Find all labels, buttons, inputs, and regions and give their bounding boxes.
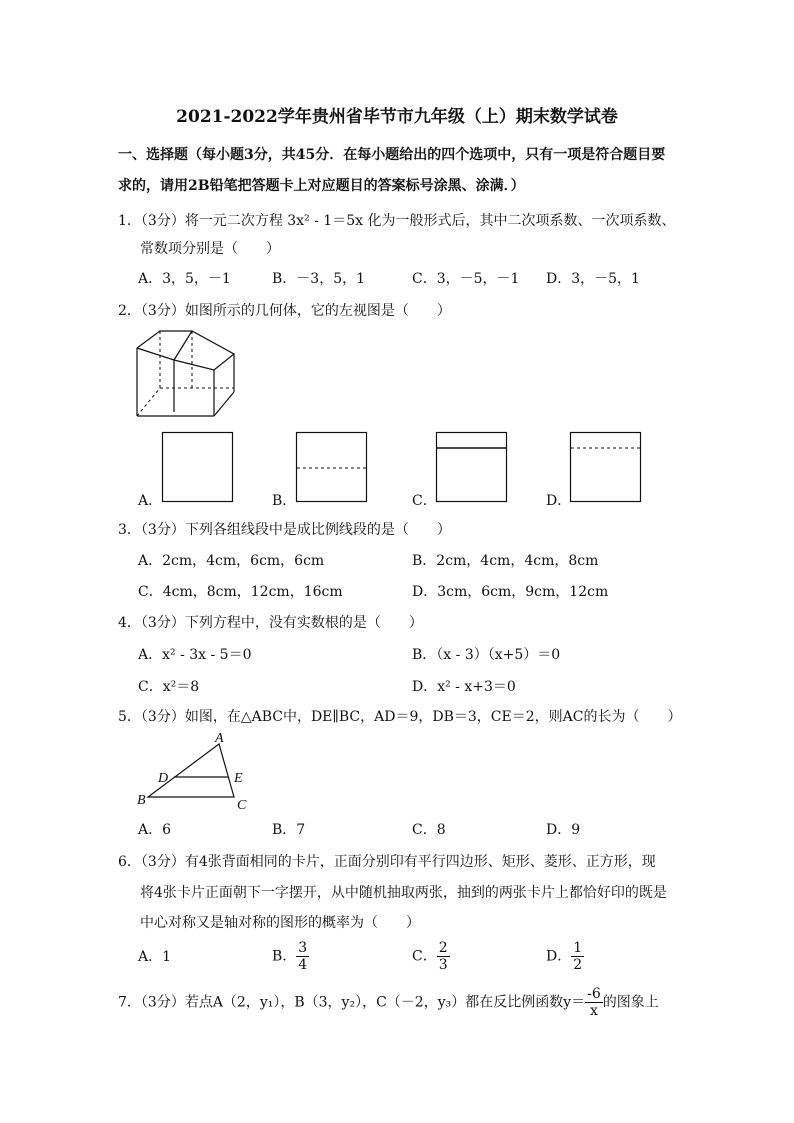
q1-option-b[interactable]: B．－3，5，1 bbox=[272, 271, 366, 287]
q1-stem-line2: 常数项分别是（ ） bbox=[140, 241, 280, 257]
q2-solid-figure bbox=[134, 328, 238, 420]
q5-option-b[interactable]: B．7 bbox=[272, 822, 306, 838]
q3-option-a[interactable]: A．2cm，4cm，6cm，6cm bbox=[138, 553, 325, 569]
q5-label-e: E bbox=[234, 771, 243, 786]
q5-option-c[interactable]: C．8 bbox=[412, 822, 446, 838]
q7-fraction bbox=[585, 986, 603, 1019]
q6-option-b-num: 3 bbox=[298, 940, 308, 956]
q5-triangle-figure bbox=[134, 732, 254, 812]
q6-stem-line1: 6．（3分）有4张背面相同的卡片，正面分别印有平行四边形、矩形、菱形、正方形，现 bbox=[118, 854, 656, 870]
q6-stem-line2: 将4张卡片正面朝下一字摆开，从中随机抽取两张，抽到的两张卡片上都恰好印的既是 bbox=[140, 885, 667, 901]
q5-stem: 5．（3分）如图，在△ABC中，DE∥BC，AD＝9，DB＝3，CE＝2，则AC的长为（ ） bbox=[118, 709, 682, 725]
q6-option-b-letter: B． bbox=[272, 948, 297, 965]
q2-option-d-label[interactable]: D． bbox=[546, 493, 572, 509]
q7-fraction-num: -6 bbox=[587, 986, 601, 1002]
q6-option-b-fraction bbox=[296, 940, 309, 973]
q3-option-c[interactable]: C．4cm，8cm，12cm，16cm bbox=[138, 584, 343, 600]
q7-stem-text: 7．（3分）若点A（2，y₁），B（3，y₂），C（－2，y₃）都在反比例函数y＝ bbox=[118, 994, 586, 1011]
q2-option-c-label[interactable]: C． bbox=[412, 493, 437, 509]
q2-option-a-figure[interactable] bbox=[162, 432, 233, 502]
q6-option-a-letter: A． bbox=[138, 949, 163, 965]
q6-stem-line3: 中心对称又是轴对称的图形的概率为（ ） bbox=[140, 915, 420, 931]
q6-option-c-letter: C． bbox=[412, 948, 437, 965]
q1-option-d[interactable]: D．3，－5，1 bbox=[546, 271, 640, 287]
q6-option-d-num: 1 bbox=[573, 940, 583, 956]
q5-label-c: C bbox=[237, 798, 247, 813]
section-header-line1: 一、选择题（每小题3分，共45分．在每小题给出的四个选项中，只有一项是符合题目要 bbox=[118, 147, 666, 163]
q5-label-a: A bbox=[215, 731, 224, 746]
section-header-line2: 求的，请用2B铅笔把答题卡上对应题目的答案标号涂黑、涂满．） bbox=[118, 178, 525, 194]
q6-option-a[interactable] bbox=[138, 948, 171, 966]
q5-option-a[interactable]: A．6 bbox=[138, 822, 172, 838]
q2-option-c-figure[interactable] bbox=[436, 432, 507, 502]
q2-option-d-figure[interactable] bbox=[570, 432, 641, 502]
q5-label-b: B bbox=[137, 793, 146, 808]
q6-option-a-value: 1 bbox=[162, 949, 172, 965]
q6-option-d-letter: D． bbox=[546, 948, 572, 965]
q1-option-c[interactable]: C．3，－5，－1 bbox=[412, 271, 520, 287]
q6-option-b-den: 4 bbox=[298, 957, 308, 973]
q5-label-d: D bbox=[158, 771, 169, 786]
q2-option-b-label[interactable]: B． bbox=[272, 493, 297, 509]
q5-option-d[interactable]: D．9 bbox=[546, 822, 581, 838]
q2-stem: 2．（3分）如图所示的几何体，它的左视图是（ ） bbox=[118, 303, 451, 319]
q6-option-b[interactable] bbox=[272, 940, 309, 973]
q4-option-a[interactable]: A．x² - 3x - 5＝0 bbox=[138, 647, 252, 663]
q6-option-c-fraction bbox=[437, 940, 450, 973]
q7-stem-tail: 的图象上 bbox=[602, 994, 659, 1011]
q2-option-b-figure[interactable] bbox=[296, 432, 367, 502]
q3-option-b[interactable]: B．2cm，4cm，4cm，8cm bbox=[412, 553, 599, 569]
q7-fraction-den: x bbox=[589, 1003, 598, 1019]
q6-option-d[interactable] bbox=[546, 940, 584, 973]
q4-stem: 4．（3分）下列方程中，没有实数根的是（ ） bbox=[118, 615, 423, 631]
q1-stem-line1: 1．（3分）将一元二次方程 3x² - 1＝5x 化为一般形式后，其中二次项系数、一次项系数、 bbox=[118, 213, 676, 229]
q6-option-c-num: 2 bbox=[438, 940, 448, 956]
q3-option-d[interactable]: D．3cm，6cm，9cm，12cm bbox=[412, 584, 609, 600]
q1-option-a[interactable]: A．3，5，－1 bbox=[138, 271, 231, 287]
q6-option-d-den: 2 bbox=[573, 957, 583, 973]
q4-option-d[interactable]: D．x² - x+3＝0 bbox=[412, 679, 516, 695]
q4-option-b[interactable]: B．（x - 3）（x+5）＝0 bbox=[412, 647, 561, 663]
q2-option-a-label[interactable]: A． bbox=[138, 493, 163, 509]
page-title: 2021-2022学年贵州省毕节市九年级（上）期末数学试卷 bbox=[176, 107, 618, 127]
q3-stem: 3．（3分）下列各组线段中是成比例线段的是（ ） bbox=[118, 522, 451, 538]
q4-option-c[interactable]: C．x²＝8 bbox=[138, 679, 200, 695]
q6-option-c[interactable] bbox=[412, 940, 450, 973]
q6-option-d-fraction bbox=[571, 940, 584, 973]
q6-option-c-den: 3 bbox=[438, 957, 448, 973]
q7-stem bbox=[118, 986, 659, 1019]
